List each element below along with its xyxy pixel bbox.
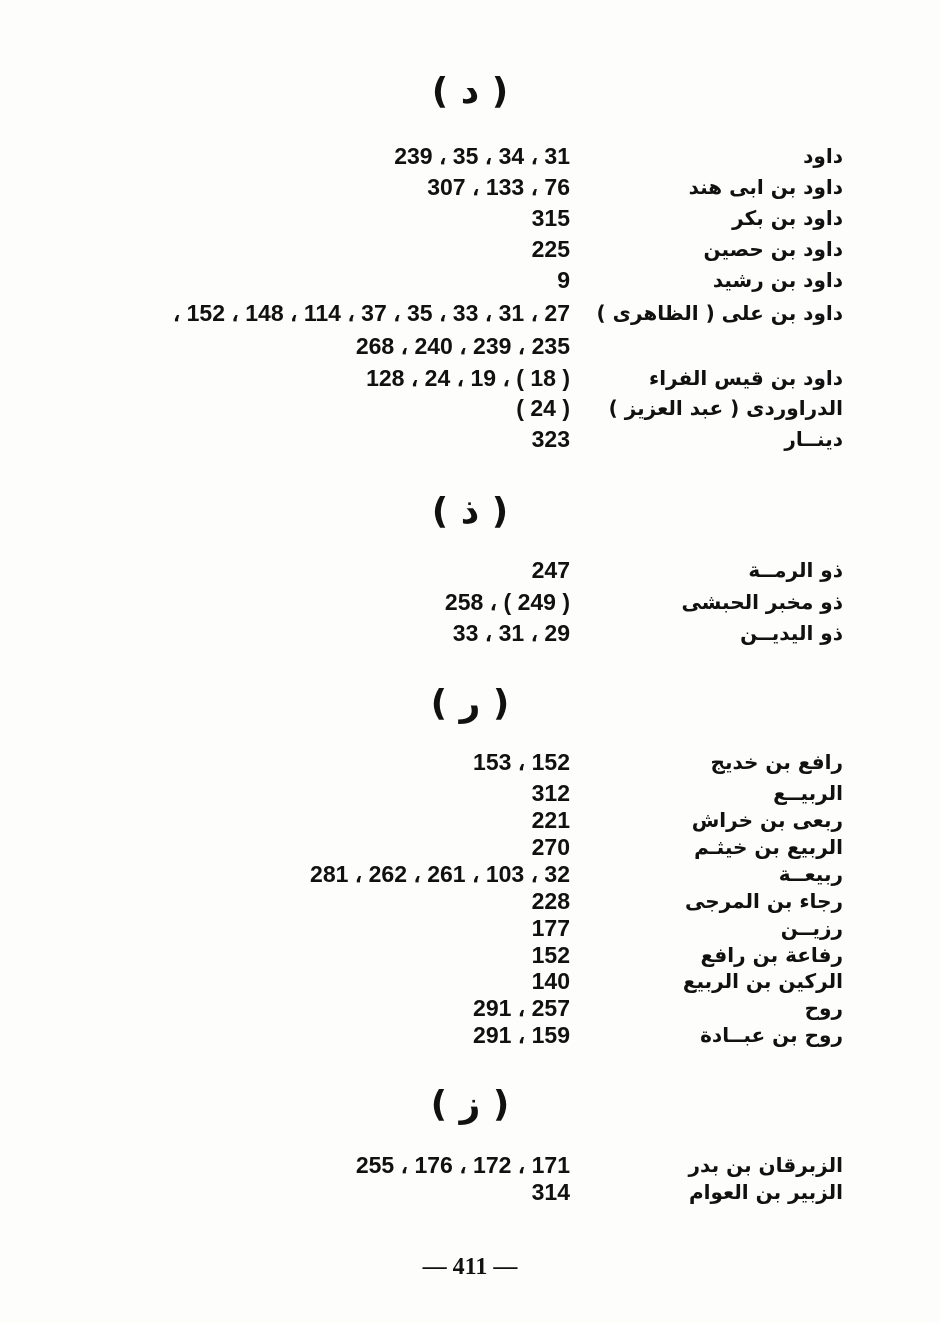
index-entry	[0, 234, 940, 264]
entry-pages: ( 18 ) ، 19 ، 24 ، 128	[366, 365, 570, 391]
entry-name: الزبرقان بن بدر	[688, 1153, 843, 1177]
index-entry	[0, 859, 940, 889]
entry-pages: 29 ، 31 ، 33	[452, 620, 570, 646]
index-entry	[0, 203, 940, 233]
entry-pages: 323	[531, 426, 570, 452]
index-entry	[0, 1177, 940, 1207]
entry-pages: 312	[531, 780, 570, 806]
index-entry	[0, 393, 940, 423]
entry-pages: 159 ، 291	[473, 1022, 570, 1048]
index-entry	[0, 993, 940, 1023]
index-entry	[0, 1150, 940, 1180]
index-entry	[0, 1020, 940, 1050]
entry-pages: 247	[531, 557, 570, 583]
index-entry	[0, 913, 940, 943]
index-entry	[0, 298, 940, 328]
entry-name: الربيــع	[773, 781, 843, 805]
entry-name: داود بن قيس الفراء	[648, 366, 843, 390]
entry-name: ربيعــة	[778, 862, 843, 886]
index-entry	[0, 555, 940, 585]
index-entry	[0, 141, 940, 171]
entry-name: رافع بن خديج	[710, 750, 843, 774]
entry-pages: 9	[557, 267, 570, 293]
entry-name: داود بن على ( الظاهرى )	[596, 301, 843, 325]
entry-name: ربعى بن خراش	[691, 808, 843, 832]
entry-name: داود بن بكر	[732, 206, 843, 230]
index-entry	[0, 424, 940, 454]
entry-pages: 140	[531, 968, 570, 994]
entry-name: الركين بن الربيع	[682, 969, 843, 993]
entry-pages: 177	[531, 915, 570, 941]
index-entry	[0, 747, 940, 777]
entry-name: ذو الرمــة	[748, 558, 843, 582]
entry-pages: 27 ، 31 ، 33 ، 35 ، 37 ، 114 ، 148 ، 152 ،	[172, 300, 570, 326]
entry-pages: 221	[531, 807, 570, 833]
index-entry	[0, 778, 940, 808]
entry-pages: ( 249 ) ، 258	[444, 589, 570, 615]
index-entry	[0, 172, 940, 202]
entry-pages: 225	[531, 236, 570, 262]
entry-name: داود	[803, 144, 843, 168]
index-entry-continuation	[0, 331, 940, 361]
entry-name: داود بن رشيد	[712, 268, 843, 292]
entry-name: ذو مخبر الحبشى	[681, 590, 843, 614]
entry-pages: 314	[531, 1179, 570, 1205]
entry-pages: 228	[531, 888, 570, 914]
entry-pages: ( 24 )	[516, 395, 570, 421]
page-number: — 411 —	[422, 1254, 518, 1280]
index-entry	[0, 363, 940, 393]
entry-name: رزيــن	[780, 916, 843, 940]
entry-name: الزبير بن العوام	[688, 1180, 843, 1204]
index-entry	[0, 805, 940, 835]
entry-name: روح بن عبــادة	[700, 1023, 843, 1047]
entry-name: داود بن ابى هند	[688, 175, 843, 199]
entry-name: داود بن حصين	[703, 237, 843, 261]
entry-name: روح	[804, 996, 843, 1020]
entry-name: الدراوردى ( عبد العزيز )	[608, 396, 843, 420]
entry-pages: 152 ، 153	[473, 749, 570, 775]
section-heading-dhal: ( ذ )	[431, 491, 509, 532]
index-entry	[0, 966, 940, 996]
index-entry	[0, 265, 940, 295]
entry-pages: 270	[531, 834, 570, 860]
section-heading-ra: ( ر )	[430, 683, 510, 724]
entry-pages: 171 ، 172 ، 176 ، 255	[355, 1152, 570, 1178]
index-entry	[0, 618, 940, 648]
entry-pages: 152	[531, 942, 570, 968]
entry-name: ذو اليديــن	[740, 621, 843, 645]
section-heading-zay: ( ز )	[430, 1084, 510, 1125]
index-entry	[0, 587, 940, 617]
entry-pages: 315	[531, 205, 570, 231]
section-heading-dal: ( د )	[431, 71, 509, 112]
entry-pages: 76 ، 133 ، 307	[427, 174, 570, 200]
entry-pages: 257 ، 291	[473, 995, 570, 1021]
entry-name: رجاء بن المرجى	[685, 889, 843, 913]
entry-pages: 235 ، 239 ، 240 ، 268	[355, 333, 570, 359]
entry-name: دينــار	[784, 427, 843, 451]
entry-name: الربيع بن خيثـم	[694, 835, 843, 859]
entry-name: رفاعة بن رافع	[700, 943, 843, 967]
entry-pages: 32 ، 103 ، 261 ، 262 ، 281	[310, 861, 570, 887]
index-entry	[0, 886, 940, 916]
entry-pages: 31 ، 34 ، 35 ، 239	[394, 143, 570, 169]
index-entry	[0, 832, 940, 862]
